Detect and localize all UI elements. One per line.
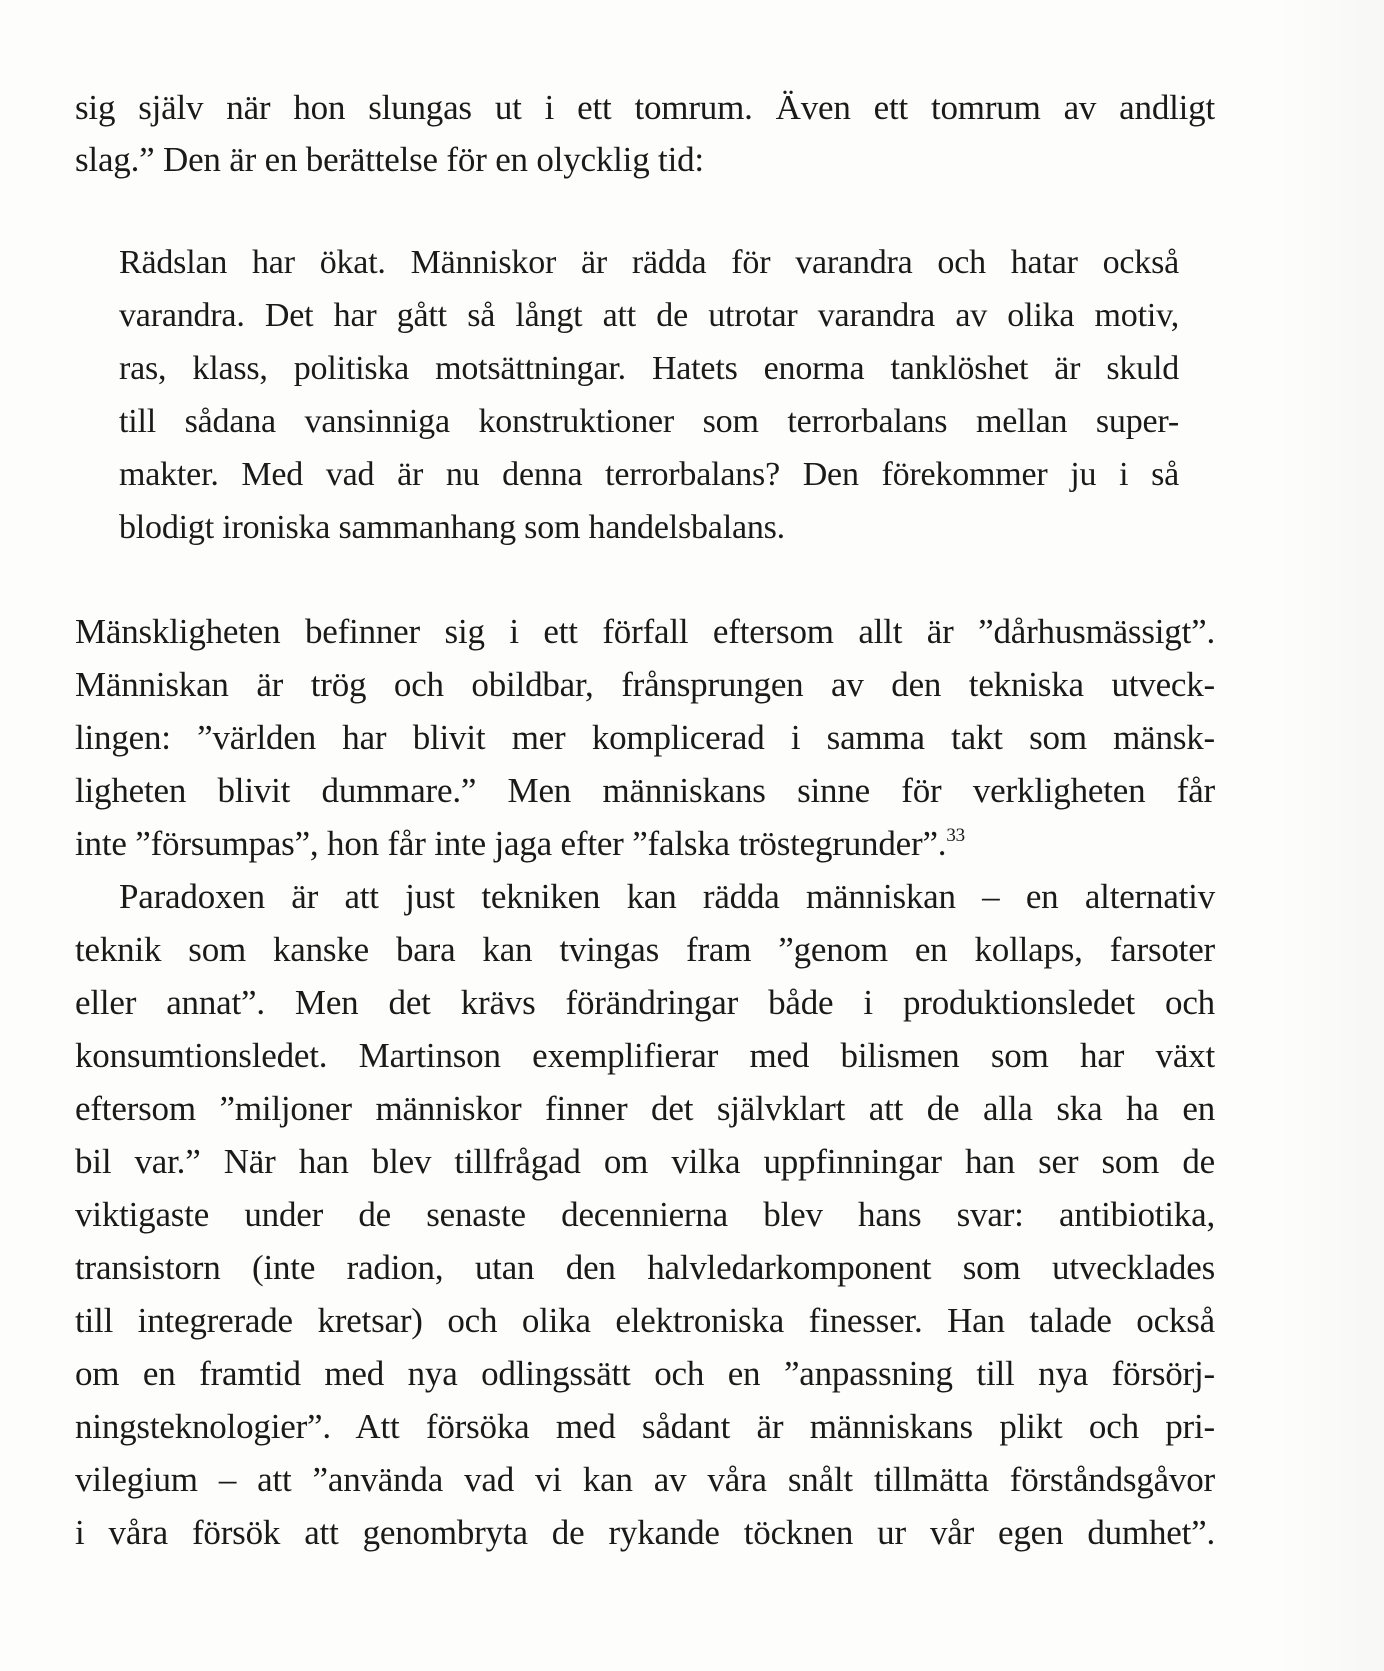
quote-line: till sådana vansinniga konstruktioner som terrorbalans mellan super- (119, 403, 1179, 440)
text-line: vilegium – att ”använda vad vi kan av våra snålt tillmätta förståndsgåvor (75, 1460, 1215, 1499)
text-line: om en framtid med nya odlingssätt och en ”anpassning till nya försörj- (75, 1354, 1215, 1393)
quote-line: blodigt ironiska sammanhang som handelsbalans. (119, 509, 785, 546)
text-line: ningsteknologier”. Att försöka med sådant är människans plikt och pri- (75, 1407, 1215, 1446)
text-line: lingen: ”världen har blivit mer komplicerad i samma takt som mänsk- (75, 718, 1215, 757)
text-line: teknik som kanske bara kan tvingas fram ”genom en kollaps, farsoter (75, 930, 1215, 969)
footnote-reference[interactable]: 33 (946, 825, 965, 846)
text-line: transistorn (inte radion, utan den halvledarkomponent som utvecklades (75, 1248, 1215, 1287)
quote-line: ras, klass, politiska motsättningar. Hatets enorma tanklöshet är skuld (119, 350, 1179, 387)
text-line: slag.” Den är en berättelse för en olycklig tid: (75, 140, 704, 179)
text-line: Paradoxen är att just tekniken kan rädda människan – en alternativ (119, 877, 1215, 916)
text-line: i våra försök att genombryta de rykande töcknen ur vår egen dumhet”. (75, 1513, 1215, 1552)
text-line: konsumtionsledet. Martinson exemplifierar med bilismen som har växt (75, 1036, 1215, 1075)
quote-line: varandra. Det har gått så långt att de utrotar varandra av olika motiv, (119, 297, 1179, 334)
text-line: Människan är trög och obildbar, frånsprungen av den tekniska utveck- (75, 665, 1215, 704)
text-line-with-footnote (75, 824, 965, 864)
quote-line: Rädslan har ökat. Människor är rädda för varandra och hatar också (119, 244, 1179, 281)
text-line: viktigaste under de senaste decennierna blev hans svar: antibiotika, (75, 1195, 1215, 1234)
text-line: till integrerade kretsar) och olika elektroniska finesser. Han talade också (75, 1301, 1215, 1340)
text-line: sig själv när hon slungas ut i ett tomrum. Även ett tomrum av andligt (75, 88, 1215, 127)
text-line: ligheten blivit dummare.” Men människans sinne för verkligheten får (75, 771, 1215, 810)
text-line: Mänskligheten befinner sig i ett förfall eftersom allt är ”dårhusmässigt”. (75, 612, 1215, 651)
quote-line: makter. Med vad är nu denna terrorbalans? Den förekommer ju i så (119, 456, 1179, 493)
text-line: eftersom ”miljoner människor finner det självklart att de alla ska ha en (75, 1089, 1215, 1128)
text-line: inte ”försumpas”, hon får inte jaga efter ”falska tröstegrunder”. (75, 824, 947, 863)
text-line: eller annat”. Men det krävs förändringar både i produktionsledet och (75, 983, 1215, 1022)
text-line: bil var.” När han blev tillfrågad om vilka uppfinningar han ser som de (75, 1142, 1215, 1181)
